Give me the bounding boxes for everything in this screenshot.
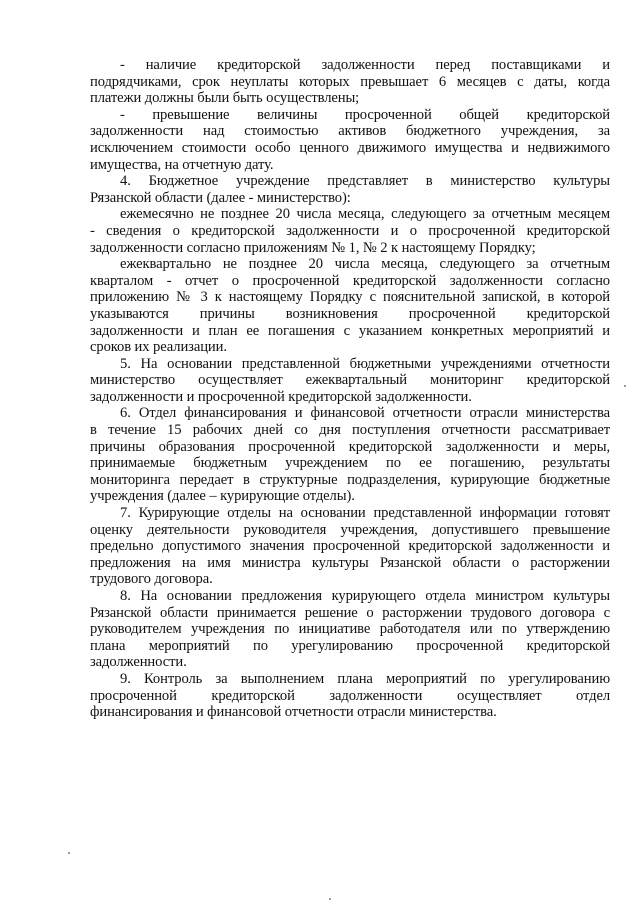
scan-speck <box>68 852 70 854</box>
text-line: - наличие кредиторской задолженности перед поставщиками и <box>120 57 610 73</box>
text-line: 5. На основании представленной бюджетными учреждениями отчетности <box>120 355 610 372</box>
text-line: просроченной кредиторской задолженности осуществляет отдел <box>90 687 610 704</box>
text-line: ежемесячно не позднее 20 числа месяца, следующего за отчетным месяцем <box>120 206 610 223</box>
text-line: платежи должны были быть осуществлены; <box>90 90 360 107</box>
text-line: - сведения о кредиторской задолженности и о просроченной кредиторской <box>90 222 610 239</box>
text-line: предельно допустимого значения просроченной кредиторской задолженности и <box>90 538 610 555</box>
text-line: 9. Контроль за выполнением плана мероприятий по урегулированию <box>120 670 610 687</box>
text-line: оценку деятельности руководителя учреждения, допустившего превышение <box>90 521 610 538</box>
text-line: 4. Бюджетное учреждение представляет в министерство культуры <box>120 173 610 190</box>
text-line: подрядчиками, срок неуплаты которых превышает 6 месяцев с даты, когда <box>90 73 610 90</box>
text-line: мониторинга передает в структурные подразделения, курирующие бюджетные <box>90 471 610 488</box>
text-line: финансирования и финансовой отчетности отрасли министерства. <box>90 704 497 721</box>
text-line: руководителем учреждения по инициативе работодателя или по утверждению <box>90 621 610 638</box>
text-line: приложению № 3 к настоящему Порядку с пояснительной запиской, в которой <box>90 289 610 306</box>
text-line: указываются причины возникновения просроченной кредиторской <box>90 305 610 322</box>
text-line: задолженности и план ее погашения с указанием конкретных мероприятий и <box>90 322 610 339</box>
text-line: сроков их реализации. <box>90 339 227 356</box>
text-line: министерство осуществляет ежеквартальный мониторинг кредиторской <box>90 372 610 389</box>
text-line: 7. Курирующие отделы на основании представленной информации готовят <box>120 505 610 522</box>
text-line: задолженности согласно приложениям № 1, № 2 к настоящему Порядку; <box>90 239 536 256</box>
text-line: 6. Отдел финансирования и финансовой отчетности отрасли министерства <box>120 405 610 422</box>
text-line: Рязанской области (далее - министерство): <box>90 189 351 206</box>
text-line: задолженности. <box>90 654 187 671</box>
text-line: в течение 15 рабочих дней со дня поступления отчетности рассматривает <box>90 422 610 439</box>
text-line: задолженности и просроченной кредиторской задолженности. <box>90 388 472 405</box>
text-line: плана мероприятий по урегулированию просроченной кредиторской <box>90 637 610 654</box>
scan-speck <box>624 385 626 387</box>
scan-speck <box>329 898 331 900</box>
document-body <box>90 57 610 721</box>
text-line: трудового договора. <box>90 571 213 588</box>
text-line: исключением стоимости особо ценного движимого имущества и недвижимого <box>90 139 610 156</box>
text-line: причины образования просроченной кредиторской задолженности и меры, <box>90 438 610 455</box>
text-line: задолженности над стоимостью активов бюджетного учреждения, за <box>90 123 610 140</box>
text-line: учреждения (далее – курирующие отделы). <box>90 488 355 505</box>
text-line: - превышение величины просроченной общей кредиторской <box>120 106 610 123</box>
text-line: Рязанской области принимается решение о расторжении трудового договора с <box>90 604 610 621</box>
text-line: имущества, на отчетную дату. <box>90 156 274 173</box>
text-line: принимаемые бюджетным учреждением по ее погашению, результаты <box>90 455 610 472</box>
text-line: кварталом - отчет о просроченной кредиторской задолженности согласно <box>90 272 610 289</box>
text-line: 8. На основании предложения курирующего отдела министром культуры <box>120 588 610 604</box>
text-line: предложения на имя министра культуры Рязанской области о расторжении <box>90 554 610 571</box>
text-line: ежеквартально не позднее 20 числа месяца, следующего за отчетным <box>120 256 610 273</box>
